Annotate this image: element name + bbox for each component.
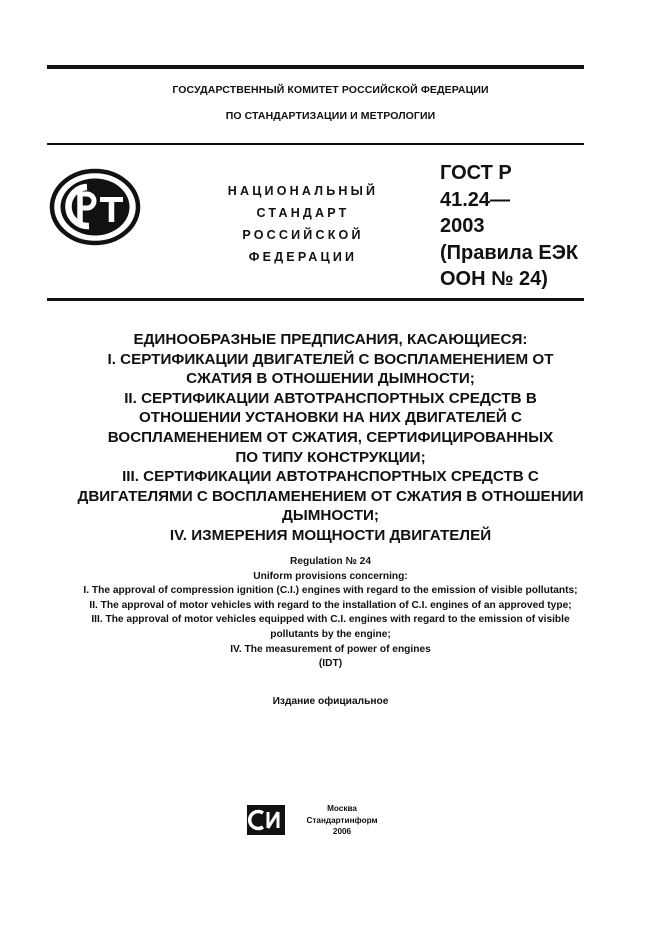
title-line: ДЫМНОСТИ; <box>282 507 379 525</box>
designation-line: (Правила ЕЭК <box>440 241 579 264</box>
standartinform-logo-icon <box>246 804 286 836</box>
document-title <box>40 330 621 546</box>
header-rule <box>47 143 584 145</box>
english-line: (IDT) <box>318 658 343 670</box>
gost-r-logo-icon <box>49 168 141 246</box>
english-line: pollutants by the engine; <box>270 628 391 640</box>
top-rule <box>47 65 584 69</box>
title-line: ЕДИНООБРАЗНЫЕ ПРЕДПИСАНИЯ, КАСАЮЩИЕСЯ: <box>133 331 528 348</box>
publisher-name: Стандартинформ <box>306 815 378 825</box>
org-line-1: ГОСУДАРСТВЕННЫЙ КОМИТЕТ РОССИЙСКОЙ ФЕДЕРАЦИИ <box>172 84 489 96</box>
national-standard-line: НАЦИОНАЛЬНЫЙ <box>227 184 379 198</box>
english-line: Regulation № 24 <box>290 556 371 567</box>
designation-line: 2003 <box>440 215 485 237</box>
english-line: II. The approval of motor vehicles with regard to the installation of C.I. engines of an approved type; <box>89 599 572 611</box>
english-line: III. The approval of motor vehicles equipped with C.I. engines with regard to the emission of visible <box>91 614 570 626</box>
title-line: I. СЕРТИФИКАЦИИ ДВИГАТЕЛЕЙ С ВОСПЛАМЕНЕНИЕМ ОТ <box>107 350 554 368</box>
english-title <box>30 555 631 672</box>
title-line: ПО ТИПУ КОНСТРУКЦИИ; <box>235 448 426 466</box>
national-standard-line: РОССИЙСКОЙ <box>242 228 364 242</box>
english-line: I. The approval of compression ignition (C.I.) engines with regard to the emission of visible pollutants; <box>83 585 578 597</box>
national-standard-line: СТАНДАРТ <box>256 206 350 220</box>
title-line: III. СЕРТИФИКАЦИИ АВТОТРАНСПОРТНЫХ СРЕДСТВ С <box>122 468 539 486</box>
standard-designation <box>440 160 610 293</box>
national-standard-label <box>203 180 403 268</box>
national-standard-line: ФЕДЕРАЦИИ <box>248 250 358 264</box>
publisher-city: Москва <box>327 804 357 813</box>
publisher-info <box>292 803 392 838</box>
title-line: ДВИГАТЕЛЯМИ С ВОСПЛАМЕНЕНИЕМ ОТ СЖАТИЯ В ОТНОШЕНИИ <box>77 487 584 505</box>
designation-line: ООН № 24) <box>440 268 548 290</box>
designation-line: ГОСТ Р <box>440 162 512 184</box>
title-line: IV. ИЗМЕРЕНИЯ МОЩНОСТИ ДВИГАТЕЛЕЙ <box>169 526 492 544</box>
publisher-year: 2006 <box>332 827 352 836</box>
english-line: Uniform provisions concerning: <box>253 570 408 582</box>
title-line: СЖАТИЯ В ОТНОШЕНИИ ДЫМНОСТИ; <box>186 370 475 388</box>
edition-label: Издание официальное <box>272 696 389 707</box>
org-line-2: ПО СТАНДАРТИЗАЦИИ И МЕТРОЛОГИИ <box>225 110 436 122</box>
title-line: ОТНОШЕНИИ УСТАНОВКИ НА НИХ ДВИГАТЕЛЕЙ С <box>138 409 522 427</box>
middle-rule <box>47 298 584 301</box>
designation-line: 41.24— <box>440 188 511 211</box>
title-line: II. СЕРТИФИКАЦИИ АВТОТРАНСПОРТНЫХ СРЕДСТВ В <box>124 389 537 407</box>
title-line: ВОСПЛАМЕНЕНИЕМ ОТ СЖАТИЯ, СЕРТИФИЦИРОВАННЫХ <box>107 428 554 446</box>
english-line: IV. The measurement of power of engines <box>230 643 431 655</box>
